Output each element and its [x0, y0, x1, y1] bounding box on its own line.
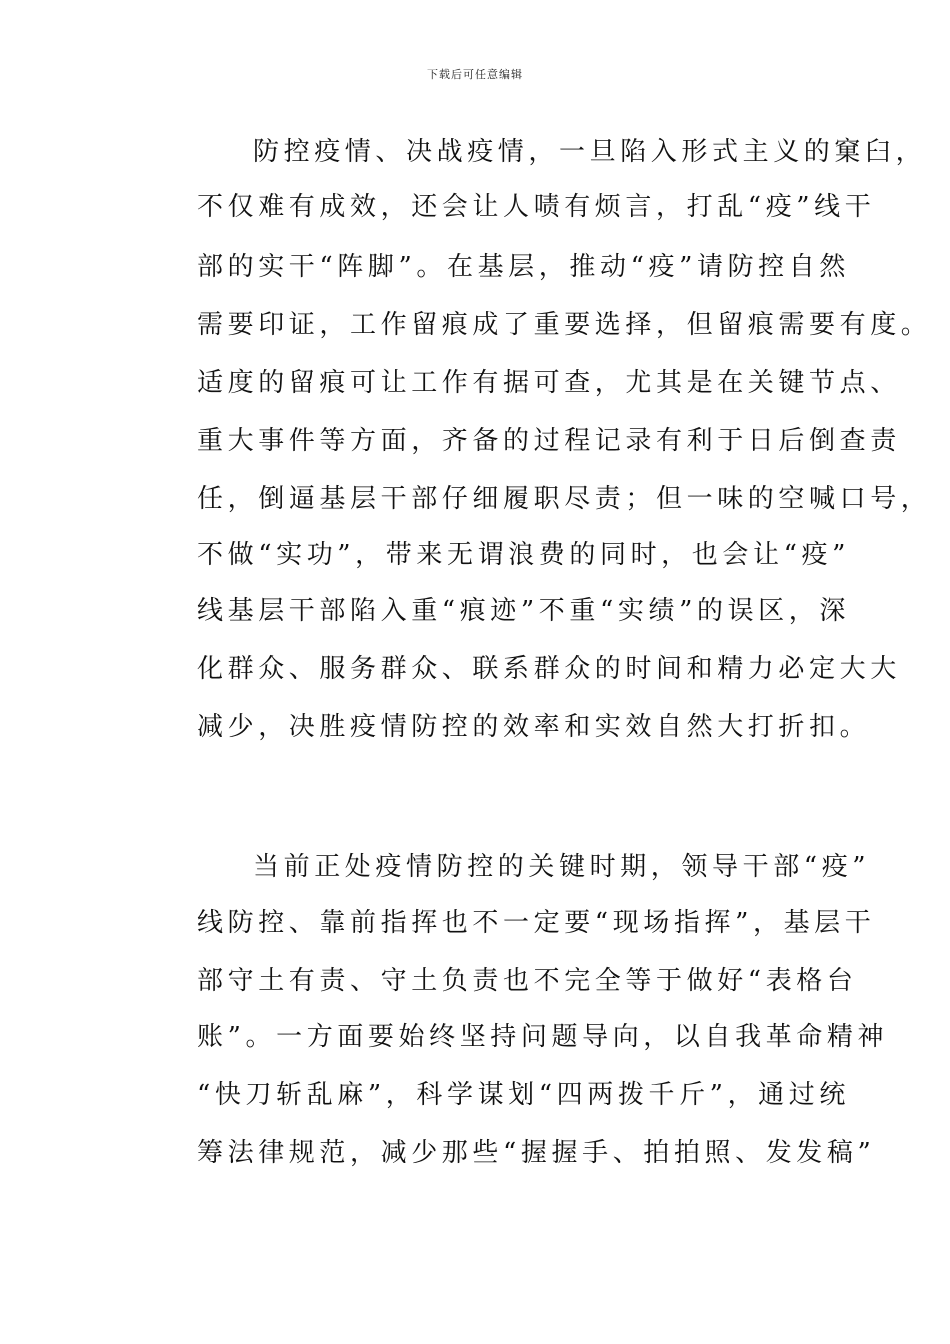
paragraph-1-line-6: 重大事件等方面，齐备的过程记录有利于日后倒查责 — [197, 426, 901, 456]
paragraph-1-line-8: 不做“实功”，带来无谓浪费的同时，也会让“疫” — [197, 540, 850, 570]
paragraph-1-line-4: 需要印证，工作留痕成了重要选择，但留痕需要有度。 — [197, 310, 932, 340]
paragraph-1-line-11: 减少，决胜疫情防控的效率和实效自然大打折扣。 — [197, 712, 871, 742]
paragraph-2-line-1: 当前正处疫情防控的关键时期，领导干部“疫” — [253, 852, 871, 882]
paragraph-2-line-3: 部守土有责、守土负责也不完全等于做好“表格台 — [197, 966, 858, 996]
paragraph-1-line-1: 防控疫情、决战疫情，一旦陷入形式主义的窠臼， — [253, 137, 927, 167]
paragraph-1-line-2: 不仅难有成效，还会让人啧有烦言，打乱“疫”线干 — [197, 192, 876, 222]
paragraph-2-line-2: 线防控、靠前指挥也不一定要“现场指挥”，基层干 — [197, 908, 876, 938]
paragraph-1-line-3: 部的实干“阵脚”。在基层，推动“疫”请防控自然 — [197, 252, 850, 282]
paragraph-2-line-4: 账”。一方面要始终坚持问题导向，以自我革命精神 — [197, 1022, 889, 1052]
paragraph-1-line-10: 化群众、服务群众、联系群众的时间和精力必定大大 — [197, 654, 901, 684]
paragraph-1-line-9: 线基层干部陷入重“痕迹”不重“实绩”的误区，深 — [197, 596, 850, 626]
paragraph-2-line-5: “快刀斩乱麻”，科学谋划“四两拨千斤”，通过统 — [197, 1080, 850, 1110]
paragraph-1-line-5: 适度的留痕可让工作有据可查，尤其是在关键节点、 — [197, 368, 901, 398]
paragraph-1-line-7: 任，倒逼基层干部仔细履职尽责；但一味的空喊口号， — [197, 484, 932, 514]
header-note: 下载后可任意编辑 — [427, 68, 523, 81]
paragraph-2-line-6: 筹法律规范，减少那些“握握手、拍拍照、发发稿” — [197, 1138, 876, 1168]
